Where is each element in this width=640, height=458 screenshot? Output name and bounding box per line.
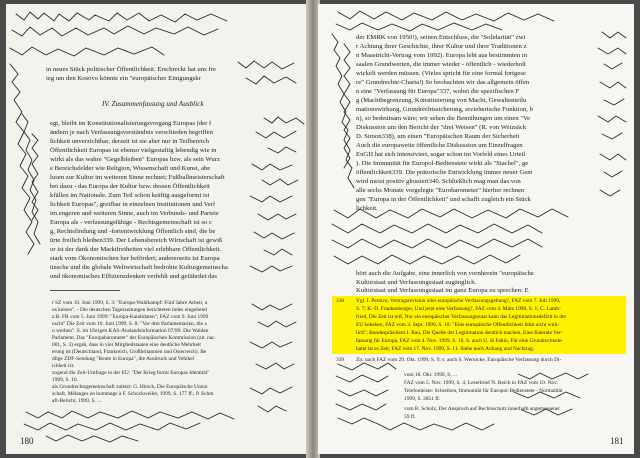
top-line-2: ieg um den Kosovo könnte ein "europäischer Einigungskr [46, 75, 201, 82]
left-body-line: lusen zur Kultur im weiteren Sinne rechnet; Fußballmeisterschaft [50, 174, 225, 181]
left-body-line: im engeren und weiteren Sinne, auch im Verbunds- und Parteie [50, 210, 219, 217]
right-body-line: Kulturstaat und Verfassungsstaat zugänglich. [356, 279, 477, 286]
left-body-line: ändern je nach Verfassungsverständnis verschieden begriffen [50, 129, 213, 136]
right-body-line: Auch die europaweite öffentliche Diskussion um Einzelfragen [356, 142, 523, 149]
footnote-339-line: vom R. Scholz, Der Anspruch auf Rechtsschutz innerhalb angemessener [404, 406, 560, 412]
left-footnote-line: erung ist (Deutschland, Frankreich, Großbritannien und Österreich). Be [52, 349, 207, 355]
right-page [318, 4, 634, 454]
footnote-338-line: Vgl. I. Pernice, Vertragsrevision oder europäische Verfassungsgebung?, FAZ vom 7. Juli 1999, [356, 298, 561, 304]
right-body-line: r Achtung ihrer Geschichte, ihrer Kultur und ihrer Traditionen z [356, 43, 527, 50]
left-body-line: Öffentlichkeit Europas ist ebenso vielgestaltig lebendig wie in [50, 147, 217, 154]
right-body-line: hört auch die Aufgabe, eine innerlich von vornherein "europäische [356, 270, 534, 277]
left-page [6, 4, 308, 454]
left-body-line: und ökonomisches Effizienzdenken verfehlt und gefährdet das [50, 273, 218, 280]
left-footnote-line: schaft, Mélanges en hommage à F. Schockweiler, 1999, S. 177 ff.; P. Schm [52, 391, 214, 397]
left-body-line: or ist der dank der Marktfreiheiten viel erlebbare Öffentlichkeit. [50, 246, 222, 253]
section-heading: IV. Zusammenfassung und Ausblick [102, 100, 204, 108]
footnote-339-line: 1999, S. 2851 ff. [404, 396, 441, 402]
right-body-line: Kulturstaat und Verfassungsstaat im ganz Europa zu sprechen: E [356, 287, 529, 294]
left-body-line: lichkeit unverzichtbar, derzeit ist sie aber nur in Teilbereich [50, 138, 210, 145]
left-body-line: kfällen im Nationale. Zum Teil schon kräftig ausgeformt ist [50, 192, 210, 199]
left-body-line: ünsche und die globale Weltwirtschaft bedrohte Kulturgemeinscha [50, 264, 228, 271]
footnote-number: 339 [336, 357, 345, 363]
left-footnote-line: us keines". - Die deutschen Tageszeitungen berichteten indes eingehend [52, 307, 207, 313]
right-body-line: wird meist positiv glossiert340. Schließlich mag man das von [356, 178, 521, 185]
right-body-line: gen "Europa in der Öffentlichkeit" und schafft zugleich ein Stück [356, 196, 531, 203]
page-number-left: 180 [20, 436, 34, 446]
right-body-line: re" Grundrechte-Charta!) So beobachten wir das allgemein öffen [356, 79, 530, 86]
right-body-line: n), so bedeutsam wäre; wir sehen die Bemühungen um einen "Ve [356, 115, 531, 122]
footnote-339-line: Telefonleiste: Schreiben, Immunität für Europol-Bedienstete - Normalität [404, 388, 563, 394]
footnote-separator [50, 290, 120, 291]
right-body-line: n Maastricht-Vertrag vom 1992). Europa lebt aus bestimmten in [356, 52, 528, 59]
left-body-line: wirkt als das wahre "Gegelbleiben" Europas bzw. als sein Wurz [50, 156, 220, 163]
right-body-line: ). Die Immunität für Europol-Bedienstete wirkt als "Stachel", ge [356, 160, 529, 167]
top-line-1: in neues Stück politischer Öffentlichkeit. Erschreckt hat uns fre [46, 66, 216, 73]
left-footnote-line: aft-Bericht, 1999, S. ... [52, 398, 102, 404]
left-footnote-line: Parlament. Das "Europabarometer" der Europäischen Kommission (zit. nac [52, 335, 215, 341]
footnote-338-line: batte ist es Zeit, FAZ vom 17. Nov. 1999, S. 11. Siehe noch Anhang und Nachtrag. [356, 346, 535, 352]
right-body-line: EuGH hat sich intensiviert, sogar schon im Vorfeld eines Urteil [356, 151, 526, 158]
left-body-line: Europa als - verfassungsfähige - Rechtsgemeinschaft ist so c [50, 219, 212, 226]
left-body-line: g, Rechtsfindung und -fortentwicklung Öffentlich sind, die be [50, 228, 216, 235]
right-body-line: Diskussion um den Bericht der "drei Weisen" (R. von Weizsäck [356, 124, 527, 131]
left-footnote-line: 001, S. 3) ergab, dass in vier Mitgliedstaaten eine deutliche Mehrheit [52, 342, 201, 348]
left-footnote-line: ichkeit ist. [52, 363, 75, 369]
right-body-line: öffentlichkeit339. Die prätorische Entwicklung immer neuer Gem [356, 169, 533, 176]
footnote-339-line: 59 ff. [404, 414, 416, 420]
right-body-line: alle sechs Monate vorgelegte "Eurobarometer" hierher rechnen [356, 187, 525, 194]
left-footnote-line: zogend die Zeit-Umfrage in der EU: "Der Krieg formt Europas Identität" [52, 370, 210, 376]
left-body-line: ürte freilich bleiben339. Der Lebensbereich Wirtschaft ist gewiß [50, 237, 223, 244]
footnote-338-line: lich"; Bundespräsident J. Rau, Die Quelle der Legitimation deutlich machen, Eine föderale Ver- [356, 330, 563, 336]
left-body-line: egt, bleibt im Konstitutionalisierungsvorgang Europas (der f [50, 120, 212, 127]
footnote-338-line: EU beheben, FAZ vom 3. Sept. 1999, S. 10: "Eine europäische Öffentlichkeit fehlt nicht wirk- [356, 322, 560, 328]
right-body-line: wickelt werden müssen. (Vieles spricht für eine formal fortgese [356, 70, 526, 77]
right-body-line: saalen Grundwerten, die immer wieder - öffentlich - wiederholt [356, 61, 526, 68]
footnote-number: 338 [336, 298, 345, 304]
right-body-line: der EMRK von 1950!), seinen Entschluss, die "Solidarität" zwi [356, 34, 526, 41]
left-footnote-line: als Grundrechtsgemeinschaft zuletzt: G. Hirsch, Die Europäische Union [52, 384, 208, 390]
right-body-line: D. Simon338), um einen "Europäischen Raum der Sicherheit [356, 133, 520, 140]
footnote-338-line: fassung für Europa, FAZ vom 4. Nov. 1999, S. 16. S. auch U. di Fabio, Für eine Grundrechtsde- [356, 338, 564, 344]
right-body-line: n eine "Verfassung für Europa"337, wobei die spezifischen F [356, 88, 520, 95]
footnote-339-line: FAZ vom 5. Nov. 1999, S. 4; Leserbrief N. Reich in FAZ vom 10. Nov. [404, 380, 558, 386]
right-body-line: mationswirkung, Grundrechtssicherung, erzieherische Funktion, b [356, 106, 533, 113]
right-body-line: g (Machtbegrenzung, Konstituierung von Macht, Gewaltenteilu [356, 97, 527, 104]
left-footnote-line: u werben". S. im Übrigen KAS-Auslandsinformation 07/99: Die Wahlen [52, 328, 209, 334]
page-number-right: 181 [610, 436, 624, 446]
left-body-line: stark vom Ökonomischen her befördert; andererseits ist Europa [50, 255, 220, 262]
left-footnote-line: z.B. FR vom 5. Juni 1999: "Europa-Kandidaten"; FAZ vom 9. Juni 1999 [52, 314, 209, 320]
left-body-line: lichkeit Europas", greifbar in einzelnen Institutionen und Verf [50, 201, 216, 208]
left-footnote-line: uschl" Die Zeit vom 10. Juni 1999, S. 8: "Vor drei Parlamentarien, die a [52, 321, 207, 327]
footnote-339-line: vom 18. Okt. 1999, S. ... [404, 372, 458, 378]
right-body-line: lichkeit. [356, 205, 378, 212]
left-footnote-line: dlige ZDF-Sendung "Reute in Europa", die Ausdruck und Vehikel [52, 356, 195, 362]
footnote-338-line: S. 7; K.-D. Frankenberger, Und jetzt eine Verfassung?, FAZ vom 4. März 1999, S. 1; C. Lamb- [356, 306, 561, 312]
left-body-line: e Bereichsfelder wie Religion, Wissenschaft und Kunst, abe [50, 165, 211, 172]
footnote-338-line: fried, Die Zeit ist reif, Nur ein europäischer Verfassungsstaat kann das Legitimationsdefizit in der [356, 314, 567, 320]
left-body-line: bei dazu - das Europa der Kultur bzw. dessen Öffentlichkeit [50, 183, 210, 190]
footnote-339-line: Zit. nach FAZ vom 29. Okt. 1999, S. 9; s. auch S. Wernicke, Europäische Verfassung durch Di- [356, 357, 562, 363]
left-footnote-line: 1999, S. 10. [52, 377, 78, 383]
left-footnote-line: r SZ vom 10. Juni 1999, S. 3: "Europa-Wahlkampf: Fünf Jahre Arbeit, u [52, 300, 208, 306]
